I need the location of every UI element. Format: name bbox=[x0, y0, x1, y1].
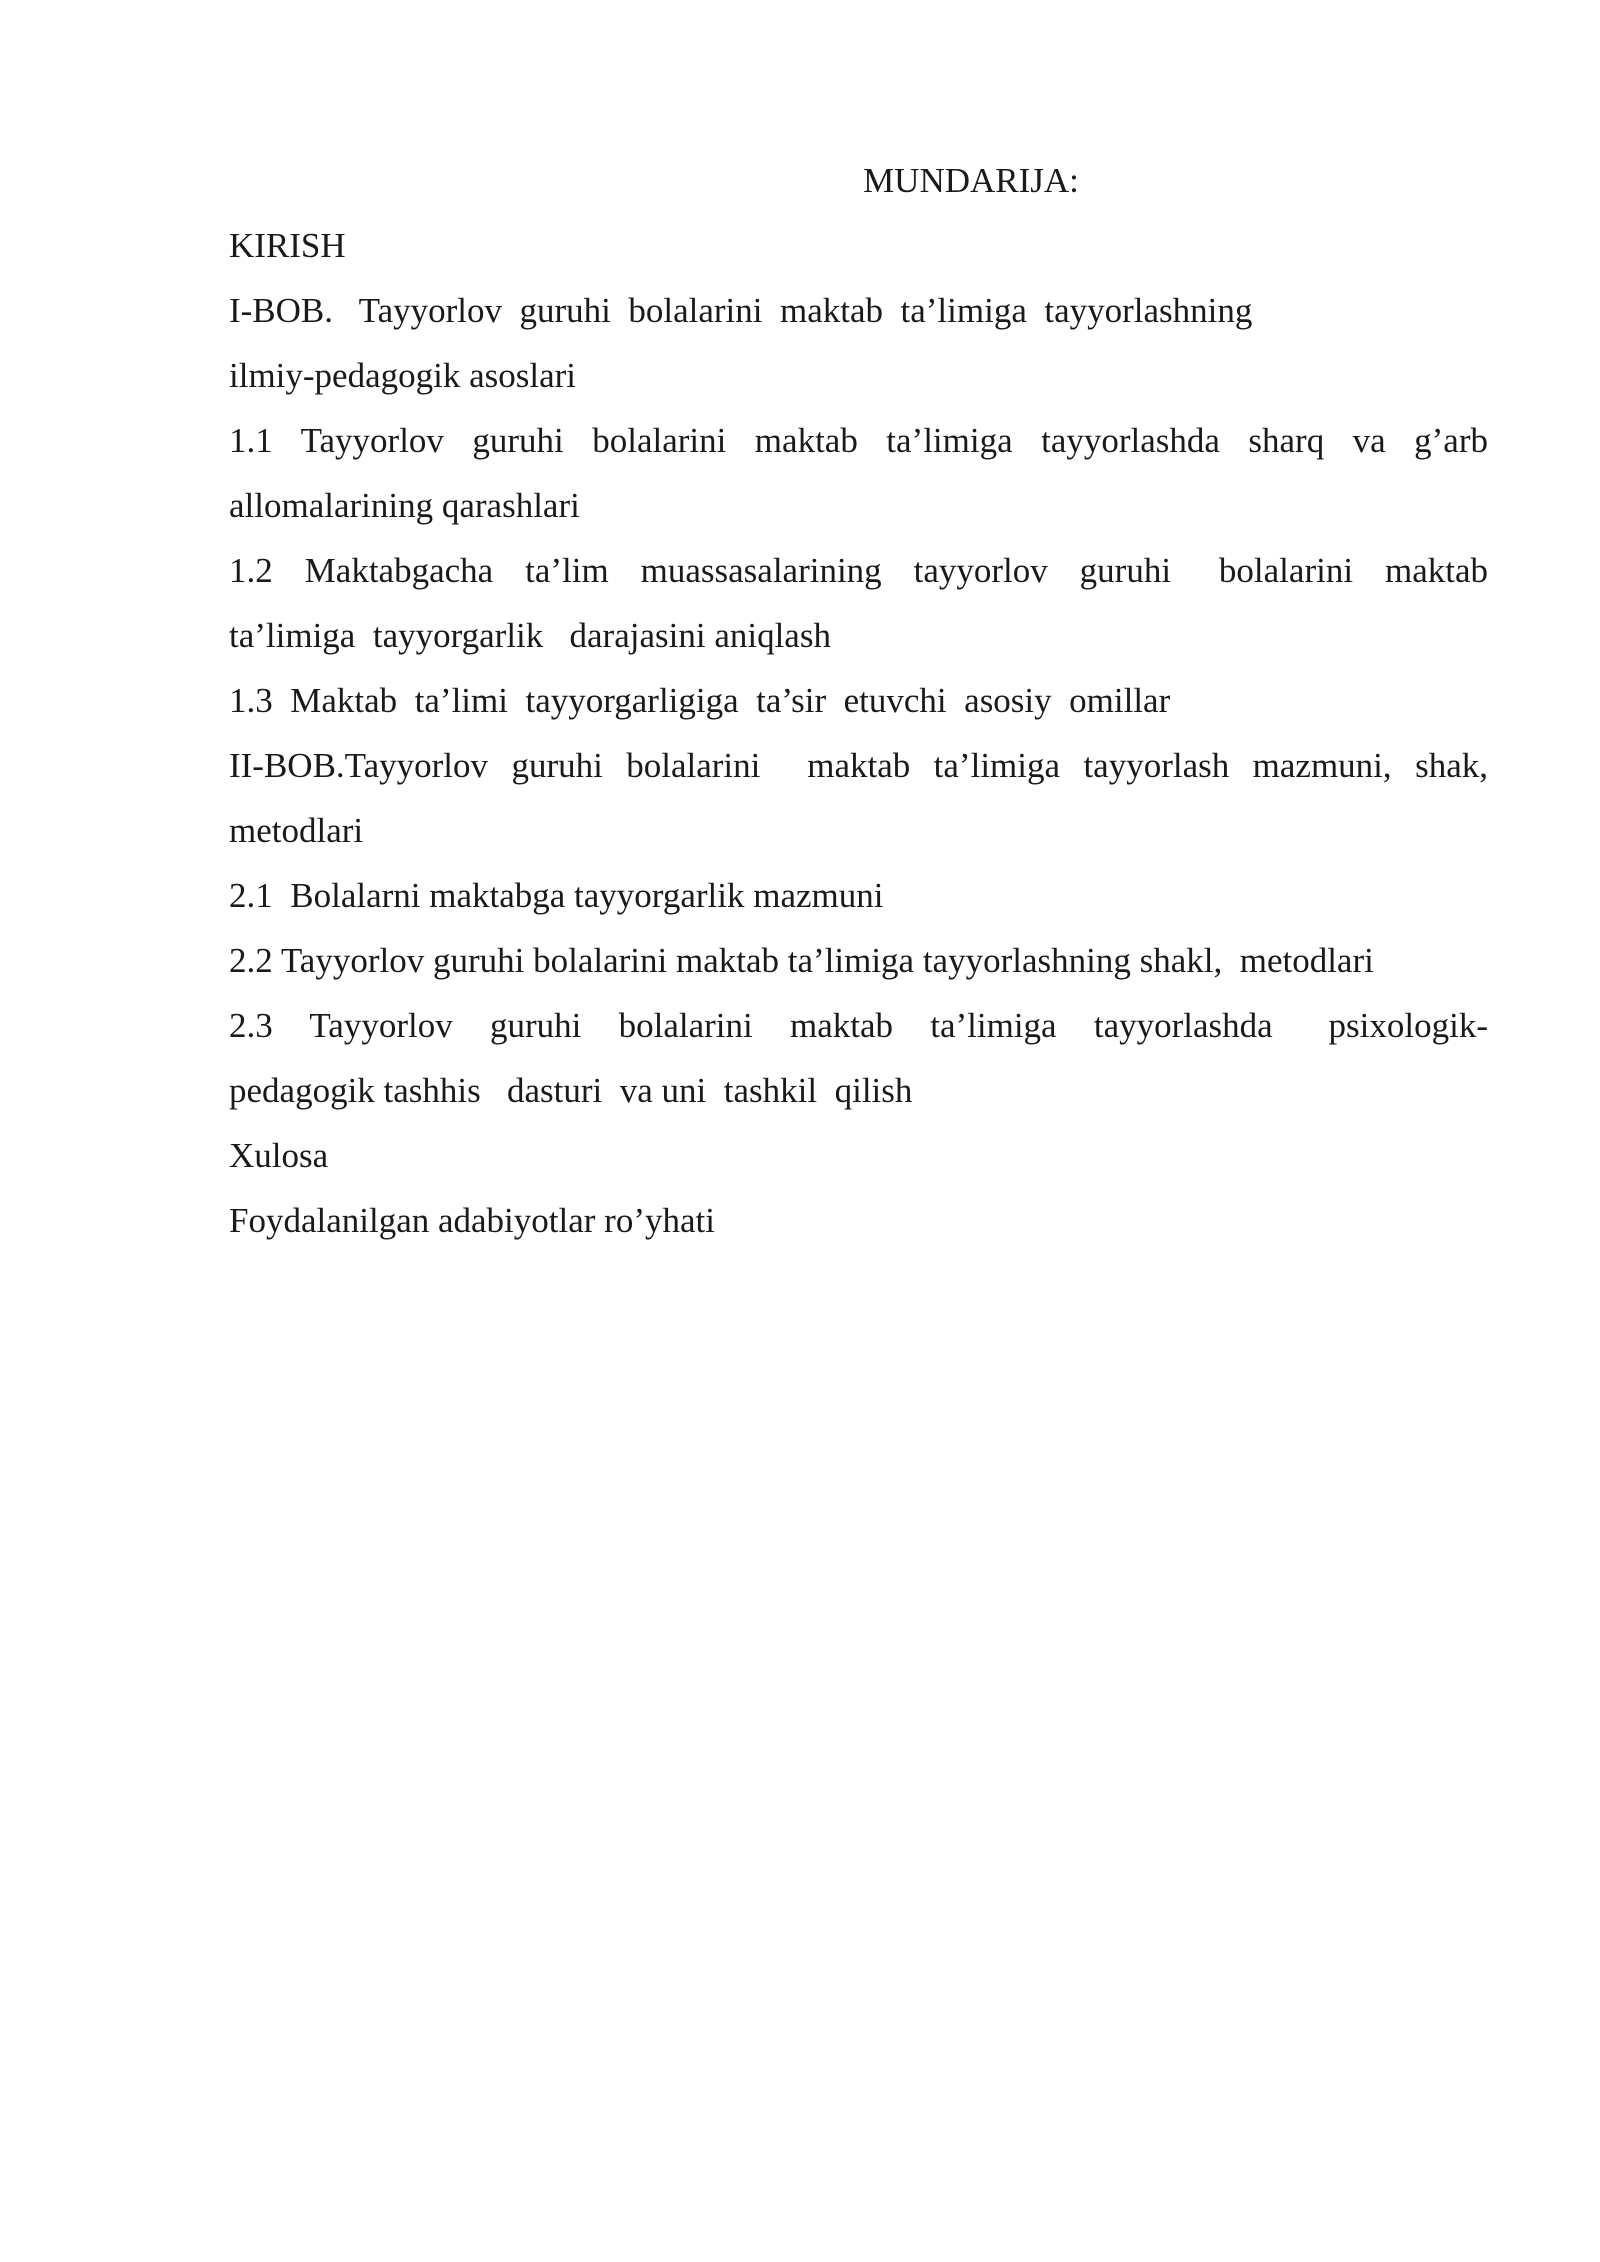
toc-entry-1-1-line1: 1.1 Tayyorlov guruhi bolalarini maktab ta’limiga tayyorlashda sharq va g’arb bbox=[229, 421, 1488, 460]
toc-entry-1-2-line2: ta’limiga tayyorgarlik darajasini aniqlash bbox=[229, 616, 831, 655]
document-page bbox=[229, 148, 1488, 1253]
toc-entry-2-3-line2: pedagogik tashhis dasturi va uni tashkil qilish bbox=[229, 1071, 913, 1110]
toc-entry-1-2-line1: 1.2 Maktabgacha ta’lim muassasalarining tayyorlov guruhi bolalarini maktab bbox=[229, 551, 1488, 590]
toc-entry-1-3: 1.3 Maktab ta’limi tayyorgarligiga ta’sir etuvchi asosiy omillar bbox=[229, 681, 1171, 720]
toc-title: MUNDARIJA: bbox=[863, 161, 1079, 200]
toc-entry-xulosa: Xulosa bbox=[229, 1136, 329, 1175]
toc-entry-kirish: KIRISH bbox=[229, 226, 346, 265]
toc-entry-bibliography: Foydalanilgan adabiyotlar ro’yhati bbox=[229, 1201, 715, 1240]
toc-entry-chapter-1-heading: I-BOB. Tayyorlov guruhi bolalarini maktab ta’limiga tayyorlashning bbox=[229, 291, 1253, 330]
toc-entry-chapter-2-line2: metodlari bbox=[229, 811, 364, 850]
toc-entry-chapter-1-heading-cont: ilmiy-pedagogik asoslari bbox=[229, 356, 577, 395]
toc-entry-2-3-line1: 2.3 Tayyorlov guruhi bolalarini maktab ta’limiga tayyorlashda psixologik- bbox=[229, 1006, 1488, 1045]
toc-entry-2-1: 2.1 Bolalarni maktabga tayyorgarlik mazmuni bbox=[229, 876, 884, 915]
toc-entry-1-1-line2: allomalarining qarashlari bbox=[229, 486, 580, 525]
toc-entry-2-2: 2.2 Tayyorlov guruhi bolalarini maktab ta’limiga tayyorlashning shakl, metodlari bbox=[229, 941, 1374, 980]
toc-entry-chapter-2-line1: II-BOB.Tayyorlov guruhi bolalarini maktab ta’limiga tayyorlash mazmuni, shak, bbox=[229, 746, 1488, 785]
